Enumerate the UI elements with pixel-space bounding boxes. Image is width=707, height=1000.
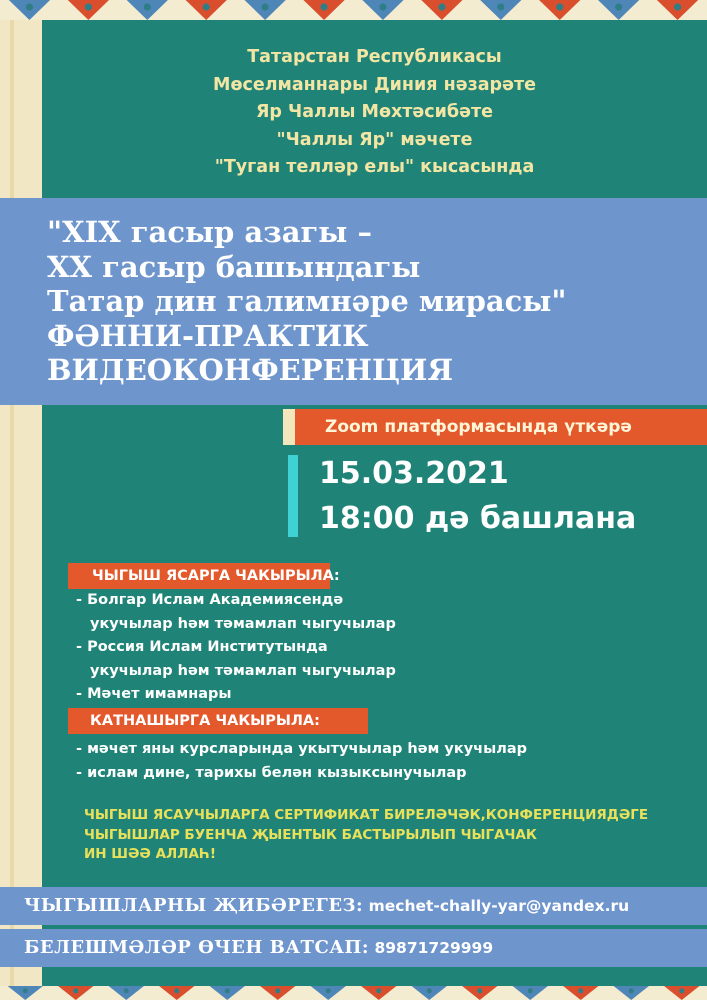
list-item: - Болгар Ислам Академиясендә: [76, 592, 344, 608]
title-line: ФӘННИ-ПРАКТИК: [47, 318, 369, 353]
ornament-border-bottom: [0, 986, 707, 1000]
platform-accent-strip: [283, 409, 295, 445]
organizer-line: "Чаллы Яр" мәчете: [276, 129, 473, 150]
email-contact-strip: [0, 887, 707, 925]
ornament-dot: [144, 3, 151, 10]
organizer-line: Татарстан Республикасы: [247, 47, 502, 67]
ornament-dot: [124, 988, 129, 993]
left-cream-stripe: [0, 20, 42, 986]
ornament-dot: [674, 3, 681, 10]
certificate-line: ЧЫГЫШЛАР БУЕНЧА ҖЫЕНТЫК БАСТЫРЫЛЫП ЧЫГАЧАК: [84, 826, 537, 843]
list-item: - Россия Ислам Институтында: [76, 639, 328, 655]
title-line: XX гасыр башындагы: [47, 249, 421, 284]
certificate-line: ЧЫГЫШ ЯСАУЧЫЛАРГА СЕРТИФИКАТ БИРЕЛӘЧӘК,КОНФЕРЕНЦИЯДӘГЕ: [84, 807, 649, 823]
left-decorative-line: [10, 20, 14, 986]
whatsapp-contact-strip: [0, 929, 707, 967]
email-label: ЧЫГЫШЛАРНЫ ҖИБӘРЕГЕЗ:: [24, 895, 364, 916]
ornament-dot: [629, 988, 634, 993]
ornament-dot: [203, 3, 210, 10]
ornament-dot: [556, 3, 563, 10]
ornament-dot: [497, 3, 504, 10]
certificate-line: ИН ШӘӘ АЛЛАҺ!: [84, 846, 216, 862]
organizers-block: [42, 44, 707, 182]
ornament-dot: [225, 988, 230, 993]
platform-banner: Zoom платформасында үткәрә: [295, 409, 707, 445]
event-time: 18:00 дә башлана: [319, 501, 637, 536]
ornament-dot: [326, 988, 331, 993]
organizer-line: Яр Чаллы Мөхтәсибәте: [255, 102, 494, 122]
title-line: ВИДЕОКОНФЕРЕНЦИЯ: [47, 353, 454, 387]
ornament-dot: [23, 988, 28, 993]
speakers-heading: ЧЫГЫШ ЯСАРГА ЧАКЫРЫЛА:: [68, 563, 330, 589]
ornament-dot: [427, 988, 432, 993]
ornament-dot: [320, 3, 327, 10]
ornament-dot: [615, 3, 622, 10]
ornament-dot: [477, 988, 482, 993]
certificate-note: [84, 806, 648, 865]
ornament-dot: [174, 988, 179, 993]
ornament-dot: [26, 3, 33, 10]
title-line: Татар дин галимнәре мирасы": [47, 284, 567, 318]
event-date: 15.03.2021: [319, 456, 509, 491]
ornament-dot: [578, 988, 583, 993]
date-accent-bar: [288, 455, 298, 537]
speakers-list: [76, 589, 396, 707]
ornament-dot: [262, 3, 269, 10]
whatsapp-label: БЕЛЕШМӘЛӘР ӨЧЕН ВАТСАП:: [24, 937, 370, 958]
ornament-dot: [379, 3, 386, 10]
list-item: укучылар һәм тәмамлап чыгучылар: [90, 615, 396, 632]
date-time-block: [319, 451, 636, 541]
list-item: - ислам дине, тарихы белән кызыксынучылар: [76, 764, 467, 781]
email-address[interactable]: mechet-chally-yar@yandex.ru: [368, 897, 630, 915]
ornament-dot: [528, 988, 533, 993]
ornament-dot: [85, 3, 92, 10]
ornament-dot: [679, 988, 684, 993]
conference-title: [47, 215, 697, 388]
list-item: - Мәчет имамнары: [76, 686, 232, 702]
attendees-list: [76, 738, 527, 785]
organizer-line: "Туган телләр елы" кысасында: [214, 157, 535, 177]
ornament-dot: [376, 988, 381, 993]
attendees-heading: КАТНАШЫРГА ЧАКЫРЫЛА:: [68, 708, 368, 734]
ornament-dot: [275, 988, 280, 993]
list-item: - мәчет яны курсларында укытучылар һәм укучылар: [76, 741, 528, 757]
organizer-line: Мөселманнары Диния нәзарәте: [213, 74, 536, 95]
ornament-dot: [73, 988, 78, 993]
ornament-dot: [438, 3, 445, 10]
list-item: укучылар һәм тәмамлап чыгучылар: [90, 662, 396, 679]
whatsapp-number[interactable]: 89871729999: [374, 939, 494, 957]
title-line: "XIX гасыр азагы –: [47, 215, 372, 249]
